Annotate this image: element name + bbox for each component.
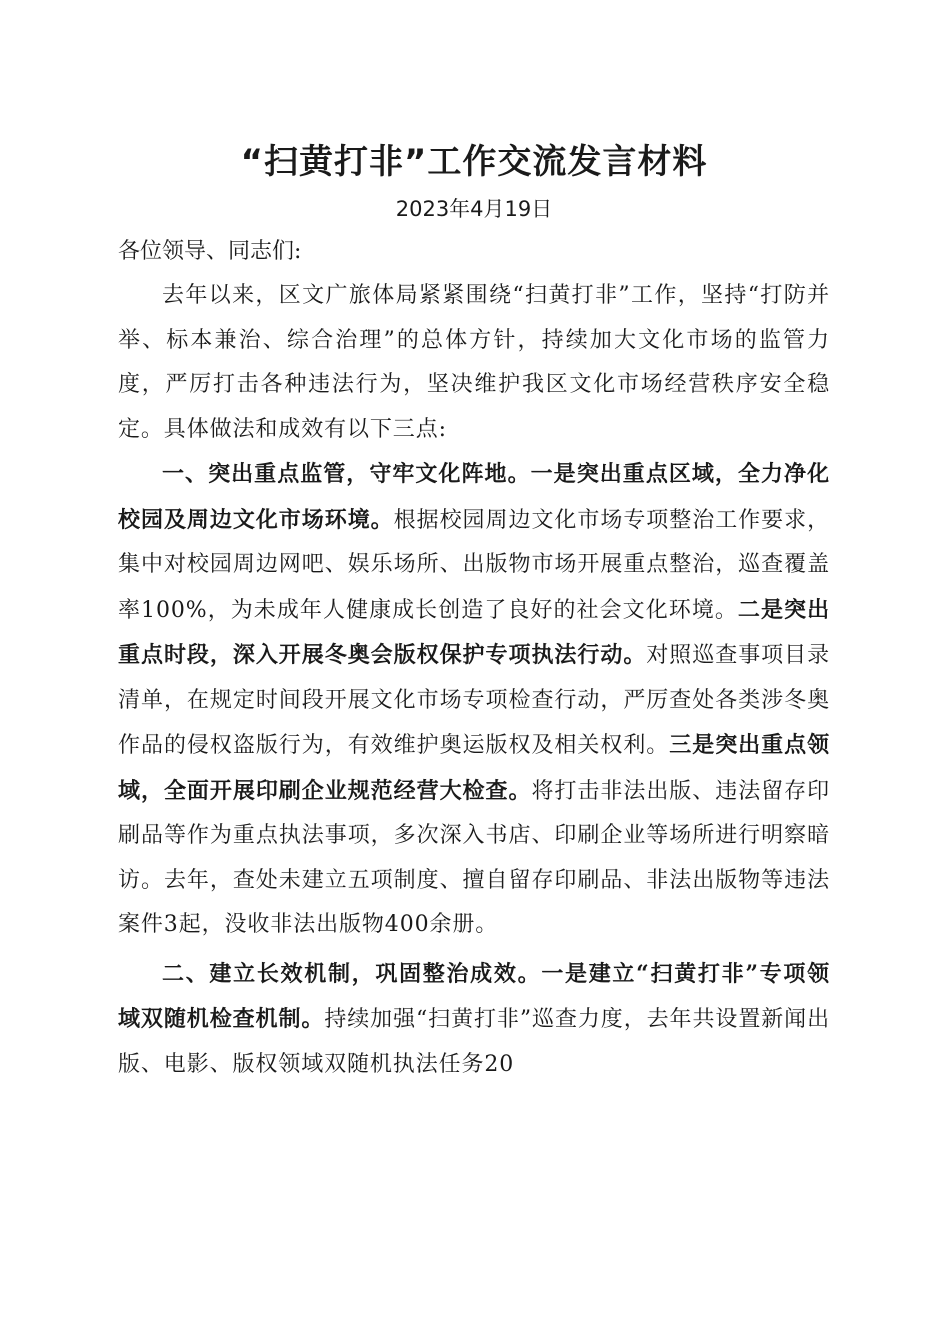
section-2-point-1-text: 持续加强“扫黄打非”巡查力度，去年共设置新闻出版、电影、版权领域双随机执法任务20 [118, 1007, 830, 1077]
section-1-heading: 一、突出重点监管，守牢文化阵地。 [162, 461, 531, 487]
section-2-heading: 二、建立长效机制，巩固整治成效。 [162, 960, 542, 987]
section-1-point-1-title: 一是突出重点区域，全力净化校园及周边文化市场环境。 [118, 461, 830, 533]
section-2-point-1-title: 一是建立“扫黄打非”专项领域双随机检查机制。 [118, 960, 830, 1032]
document-page [118, 138, 830, 1087]
section-1-point-3-title: 三是突出重点领域，全面开展印刷企业规范经营大检查。 [118, 732, 830, 804]
salutation: 各位领导、同志们: [118, 239, 302, 264]
document-title: “扫黄打非”工作交流发言材料 [240, 142, 708, 182]
section-1-point-2-title: 二是突出重点时段，深入开展冬奥会版权保护专项执法行动。 [118, 596, 830, 668]
section-1-point-3-text: 将打击非法出版、违法留存印刷品等作为重点执法事项，多次深入书店、印刷企业等场所进行明察暗访。去年，查处未建立五项制度、擅自留存印刷品、非法出版物等违法案件3起，没收非法出版物400余册。 [118, 778, 831, 937]
section-1-point-1-text: 根据校园周边文化市场专项整治工作要求，集中对校园周边网吧、娱乐场所、出版物市场开展重点整治，巡查覆盖率100%，为未成年人健康成长创造了良好的社会文化环境。 [118, 507, 830, 623]
intro-paragraph [118, 274, 830, 452]
section-2-paragraph [118, 952, 830, 1088]
section-1-paragraph [118, 452, 830, 948]
intro-text: 去年以来，区文广旅体局紧紧围绕“扫黄打非”工作，坚持“打防并举、标本兼治、综合治理”的总体方针，持续加大文化市场的监管力度，严厉打击各种违法行为，坚决维护我区文化市场经营秩序安全稳定。具体做法和成效有以下三点: [118, 283, 830, 442]
document-date: 2023年4月19日 [395, 197, 553, 221]
section-1-point-2-text: 对照巡查事项目录清单，在规定时间段开展文化市场专项检查行动，严厉查处各类涉冬奥作品的侵权盗版行为，有效维护奥运版权及相关权利。 [118, 643, 831, 758]
